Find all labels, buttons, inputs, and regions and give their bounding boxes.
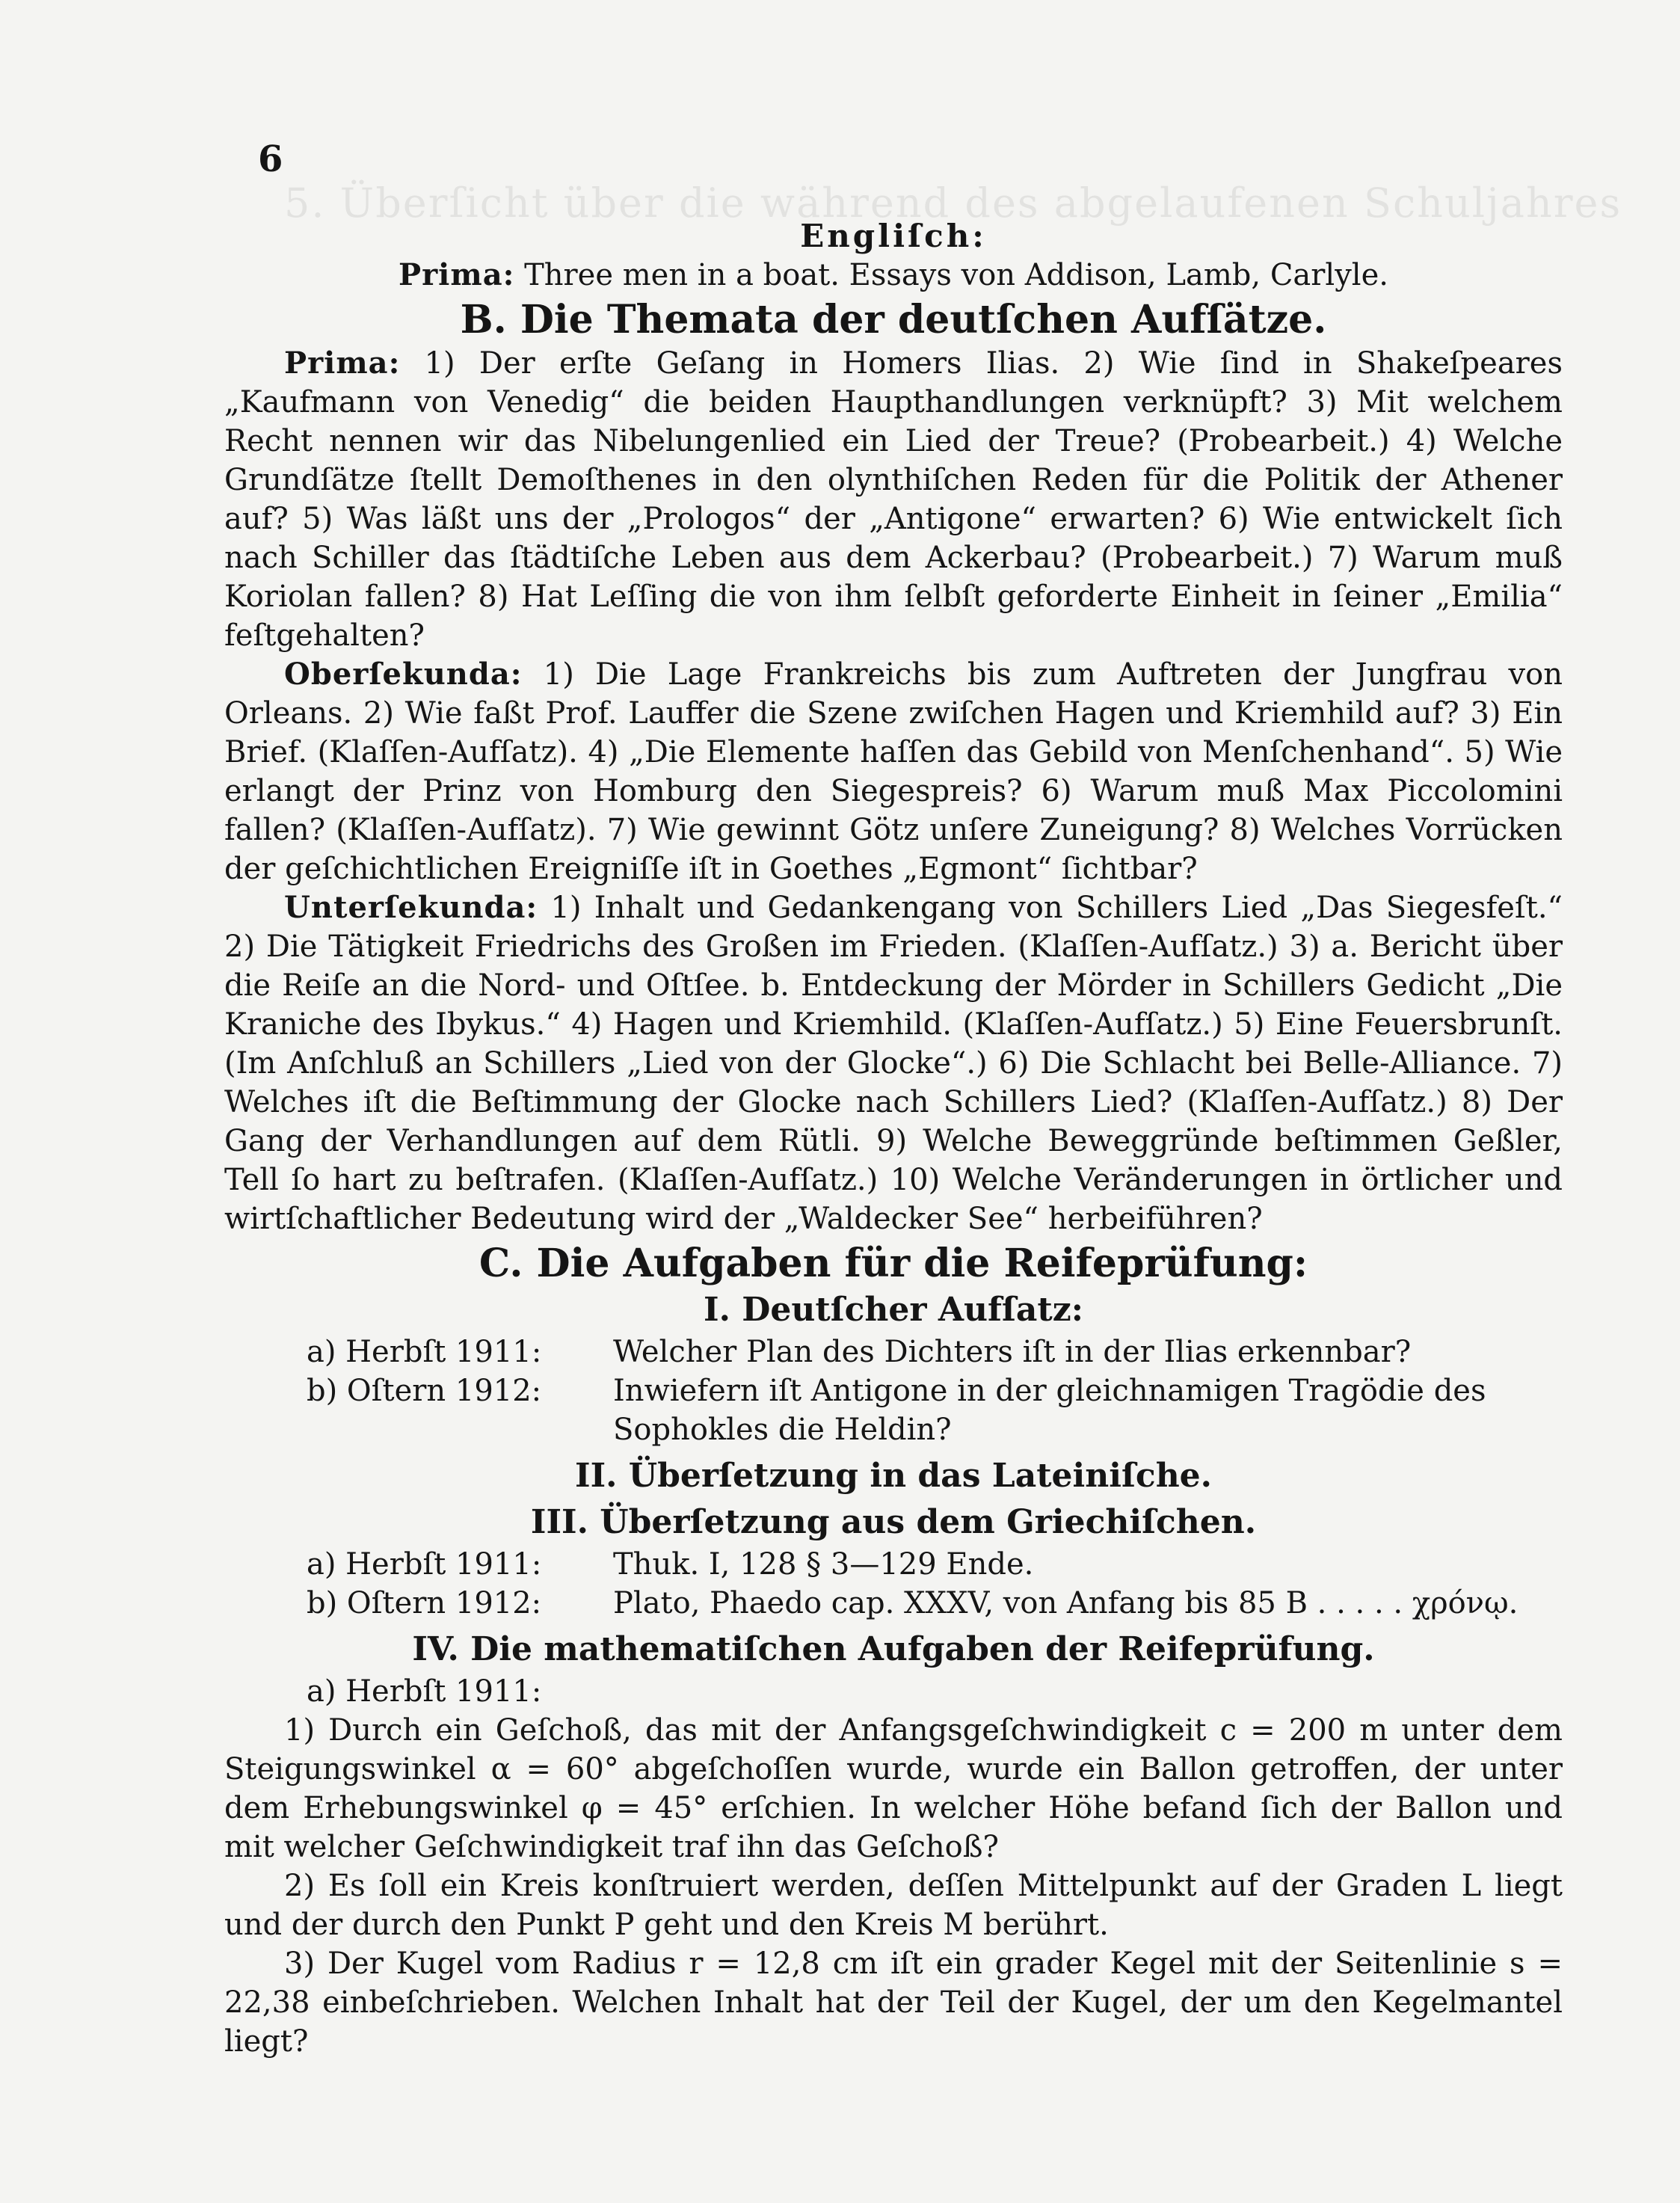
section-c-i-title: I. Deutſcher Aufſatz:: [704, 1291, 1083, 1329]
section-c-iv-title: IV. Die mathematiſchen Aufgaben der Reifeprüfung.: [412, 1630, 1375, 1668]
englisch-prima-text: Three men in a boat. Essays von Addison, Lamb, Carlyle.: [524, 258, 1388, 292]
section-b-prima-label: Prima:: [284, 345, 401, 381]
section-c-i-row-text: Welcher Plan des Dichters iſt in der Ilias erkennbar?: [613, 1335, 1412, 1369]
englisch-heading: Engliſch:: [800, 218, 987, 254]
section-b-title: B. Die Themata der deutſchen Aufſätze.: [460, 297, 1327, 342]
section-c-title: C. Die Aufgaben für die Reifeprüfung:: [479, 1241, 1308, 1286]
section-c-i-row-text: Inwiefern iſt Antigone in der gleichnamigen Tragödie des Sophokles die Heldin?: [613, 1374, 1486, 1447]
section-b-obersekunda-label: Oberſekunda:: [284, 657, 523, 692]
section-b-obersekunda: [224, 655, 1563, 888]
section-c-i-row-when: b) Oſtern 1912:: [307, 1374, 542, 1408]
math-problem-2: 2) Es ſoll ein Kreis konſtruiert werden, deſſen Mittelpunkt auf der Graden L liegt und der durch den Punkt P geht und den Kreis M berührt.: [224, 1869, 1563, 1942]
document-page: [224, 135, 1563, 2061]
englisch-prima-line: [224, 256, 1563, 295]
section-c-iii-row-when: b) Oſtern 1912:: [307, 1586, 542, 1620]
page-number: 6: [258, 138, 283, 180]
section-c-i-row: [224, 1371, 1563, 1449]
section-b-prima: [224, 344, 1563, 655]
section-b-obersekunda-text: 1) Die Lage Frankreichs bis zum Auftreten der Jungfrau von Orleans. 2) Wie faßt Prof. Lauffer die Szene zwiſchen Hagen und Kriemhild auf? 3) Ein Brief. (Klaſſen-Aufſatz). 4) „Die Elemente haſſen das Gebild von Menſchenhand“. 5) Wie erlangt der Prinz von Homburg den Siegespreis? 6) Warum muß Max Piccolomini fallen? (Klaſſen-Aufſatz). 7) Wie gewinnt Götz unſere Zuneigung? 8) Welches Vorrücken der geſchichtlichen Ereigniſſe iſt in Goethes „Egmont“ ſichtbar?: [224, 657, 1563, 886]
englisch-prima-label: Prima:: [399, 257, 515, 292]
section-c-iii-row: [224, 1545, 1563, 1584]
section-c-iii-row: [224, 1584, 1563, 1623]
section-b-untersekunda-text: 1) Inhalt und Gedankengang von Schillers Lied „Das Siegesfeſt.“ 2) Die Tätigkeit Friedrichs des Großen im Frieden. (Klaſſen-Aufſatz.) 3) a. Bericht über die Reiſe an die Nord- und Oſtſee. b. Entdeckung der Mörder in Schillers Gedicht „Die Kraniche des Ibykus.“ 4) Hagen und Kriemhild. (Klaſſen-Aufſatz.) 5) Eine Feuersbrunſt. (Im Anſchluß an Schillers „Lied von der Glocke“.) 6) Die Schlacht bei Belle-Alliance. 7) Welches iſt die Beſtimmung der Glocke nach Schillers Lied? (Klaſſen-Aufſatz.) 8) Der Gang der Verhandlungen auf dem Rütli. 9) Welche Beweggründe beſtimmen Geßler, Tell ſo hart zu beſtrafen. (Klaſſen-Aufſatz.) 10) Welche Veränderungen in örtlicher und wirtſchaftlicher Bedeutung wird der „Waldecker See“ herbeiführen?: [224, 891, 1563, 1236]
section-c-ii-title: II. Überſetzung in das Lateiniſche.: [574, 1457, 1212, 1495]
section-b-untersekunda-label: Unterſekunda:: [284, 890, 538, 925]
section-c-iv-when: a) Herbſt 1911:: [307, 1674, 542, 1709]
section-c-iii-row-text: Thuk. I, 128 § 3—129 Ende.: [613, 1547, 1034, 1582]
section-c-iii-row-when: a) Herbſt 1911:: [307, 1547, 542, 1582]
section-c-iii-row-text: Plato, Phaedo cap. XXXV, von Anfang bis 85 B . . . . . χρόνῳ.: [613, 1586, 1519, 1620]
math-problem-1: 1) Durch ein Geſchoß, das mit der Anfangsgeſchwindigkeit c = 200 m unter dem Steigungswinkel α = 60° abgeſchoſſen wurde, wurde ein Ballon getroffen, der unter dem Erhebungswinkel φ = 45° erſchien. In welcher Höhe befand ſich der Ballon und mit welcher Geſchwindigkeit traf ihn das Geſchoß?: [224, 1713, 1563, 1864]
section-c-i-row-when: a) Herbſt 1911:: [307, 1335, 542, 1369]
section-b-untersekunda: [224, 888, 1563, 1238]
section-c-i-row: [224, 1333, 1563, 1371]
bleed-through-text: 5. Überſicht über die während des abgelaufenen Schuljahres: [284, 179, 1622, 227]
section-b-prima-text: 1) Der erſte Geſang in Homers Ilias. 2) Wie ſind in Shakeſpeares „Kaufmann von Venedig“ die beiden Haupthandlungen verknüpft? 3) Mit welchem Recht nennen wir das Nibelungenlied ein Lied der Treue? (Probearbeit.) 4) Welche Grundſätze ſtellt Demoſthenes in den olynthiſchen Reden für die Politik der Athener auf? 5) Was läßt uns der „Prologos“ der „Antigone“ erwarten? 6) Wie entwickelt ſich nach Schiller das ſtädtiſche Leben aus dem Ackerbau? (Probearbeit.) 7) Warum muß Koriolan fallen? 8) Hat Leſſing die von ihm ſelbſt geforderte Einheit in ſeiner „Emilia“ feſtgehalten?: [224, 346, 1563, 653]
math-problem-3: 3) Der Kugel vom Radius r = 12,8 cm iſt ein grader Kegel mit der Seitenlinie s = 22,38 einbeſchrieben. Welchen Inhalt hat der Teil der Kugel, der um den Kegelmantel liegt?: [224, 1947, 1563, 2059]
section-c-iii-title: III. Überſetzung aus dem Griechiſchen.: [530, 1503, 1257, 1541]
